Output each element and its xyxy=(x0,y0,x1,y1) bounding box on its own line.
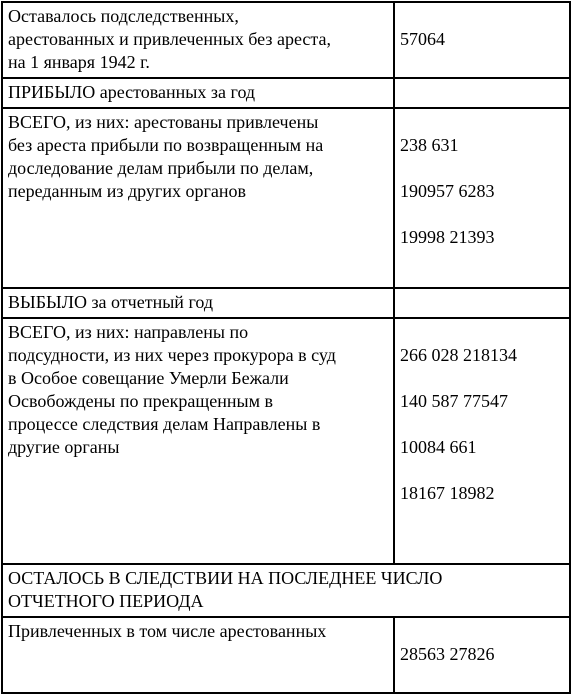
row-value: 10084 661 xyxy=(400,437,477,457)
row-values xyxy=(394,2,570,78)
row-values xyxy=(394,617,570,693)
row-value: 18167 18982 xyxy=(400,483,495,503)
table-row-remaining-start xyxy=(2,2,570,78)
table-row-remaining-section xyxy=(2,564,570,617)
row-label: ВСЕГО, из них: направлены по подсудности, из них через прокурора в суд в Особое совещание Умерли Бежали Освобождены по прекращенным в процессе следствия делам Направлены в другие органы xyxy=(2,318,394,564)
table-row-departed-header xyxy=(2,288,570,318)
row-value: 19998 21393 xyxy=(400,227,495,247)
row-value: 140 587 77547 xyxy=(400,391,508,411)
row-value: 57064 xyxy=(400,29,445,49)
row-value: 266 028 218134 xyxy=(400,345,517,365)
row-value: 28563 27826 xyxy=(400,644,495,664)
row-label: Оставалось подследственных, арестованных и привлеченных без ареста, на 1 января 1942 г. xyxy=(2,2,394,78)
row-label: ВЫБЫЛО за отчетный год xyxy=(2,288,394,318)
table-row-remaining-end xyxy=(2,617,570,693)
row-values xyxy=(394,288,570,318)
row-value: 190957 6283 xyxy=(400,181,495,201)
row-label: Привлеченных в том числе арестованных xyxy=(2,617,394,693)
row-label: ВСЕГО, из них: арестованы привлечены без ареста прибыли по возвращенным на доследование делам прибыли по делам, переданным из других органов xyxy=(2,108,394,288)
row-label: ПРИБЫЛО арестованных за год xyxy=(2,78,394,108)
table-row-departed-total xyxy=(2,318,570,564)
statistics-table xyxy=(1,1,571,694)
row-values xyxy=(394,318,570,564)
table-row-arrived-header xyxy=(2,78,570,108)
row-values xyxy=(394,108,570,288)
row-values xyxy=(394,78,570,108)
section-heading: ОСТАЛОСЬ В СЛЕДСТВИИ НА ПОСЛЕДНЕЕ ЧИСЛО ОТЧЕТНОГО ПЕРИОДА xyxy=(2,564,570,617)
row-value: 238 631 xyxy=(400,135,459,155)
table-row-arrived-total xyxy=(2,108,570,288)
